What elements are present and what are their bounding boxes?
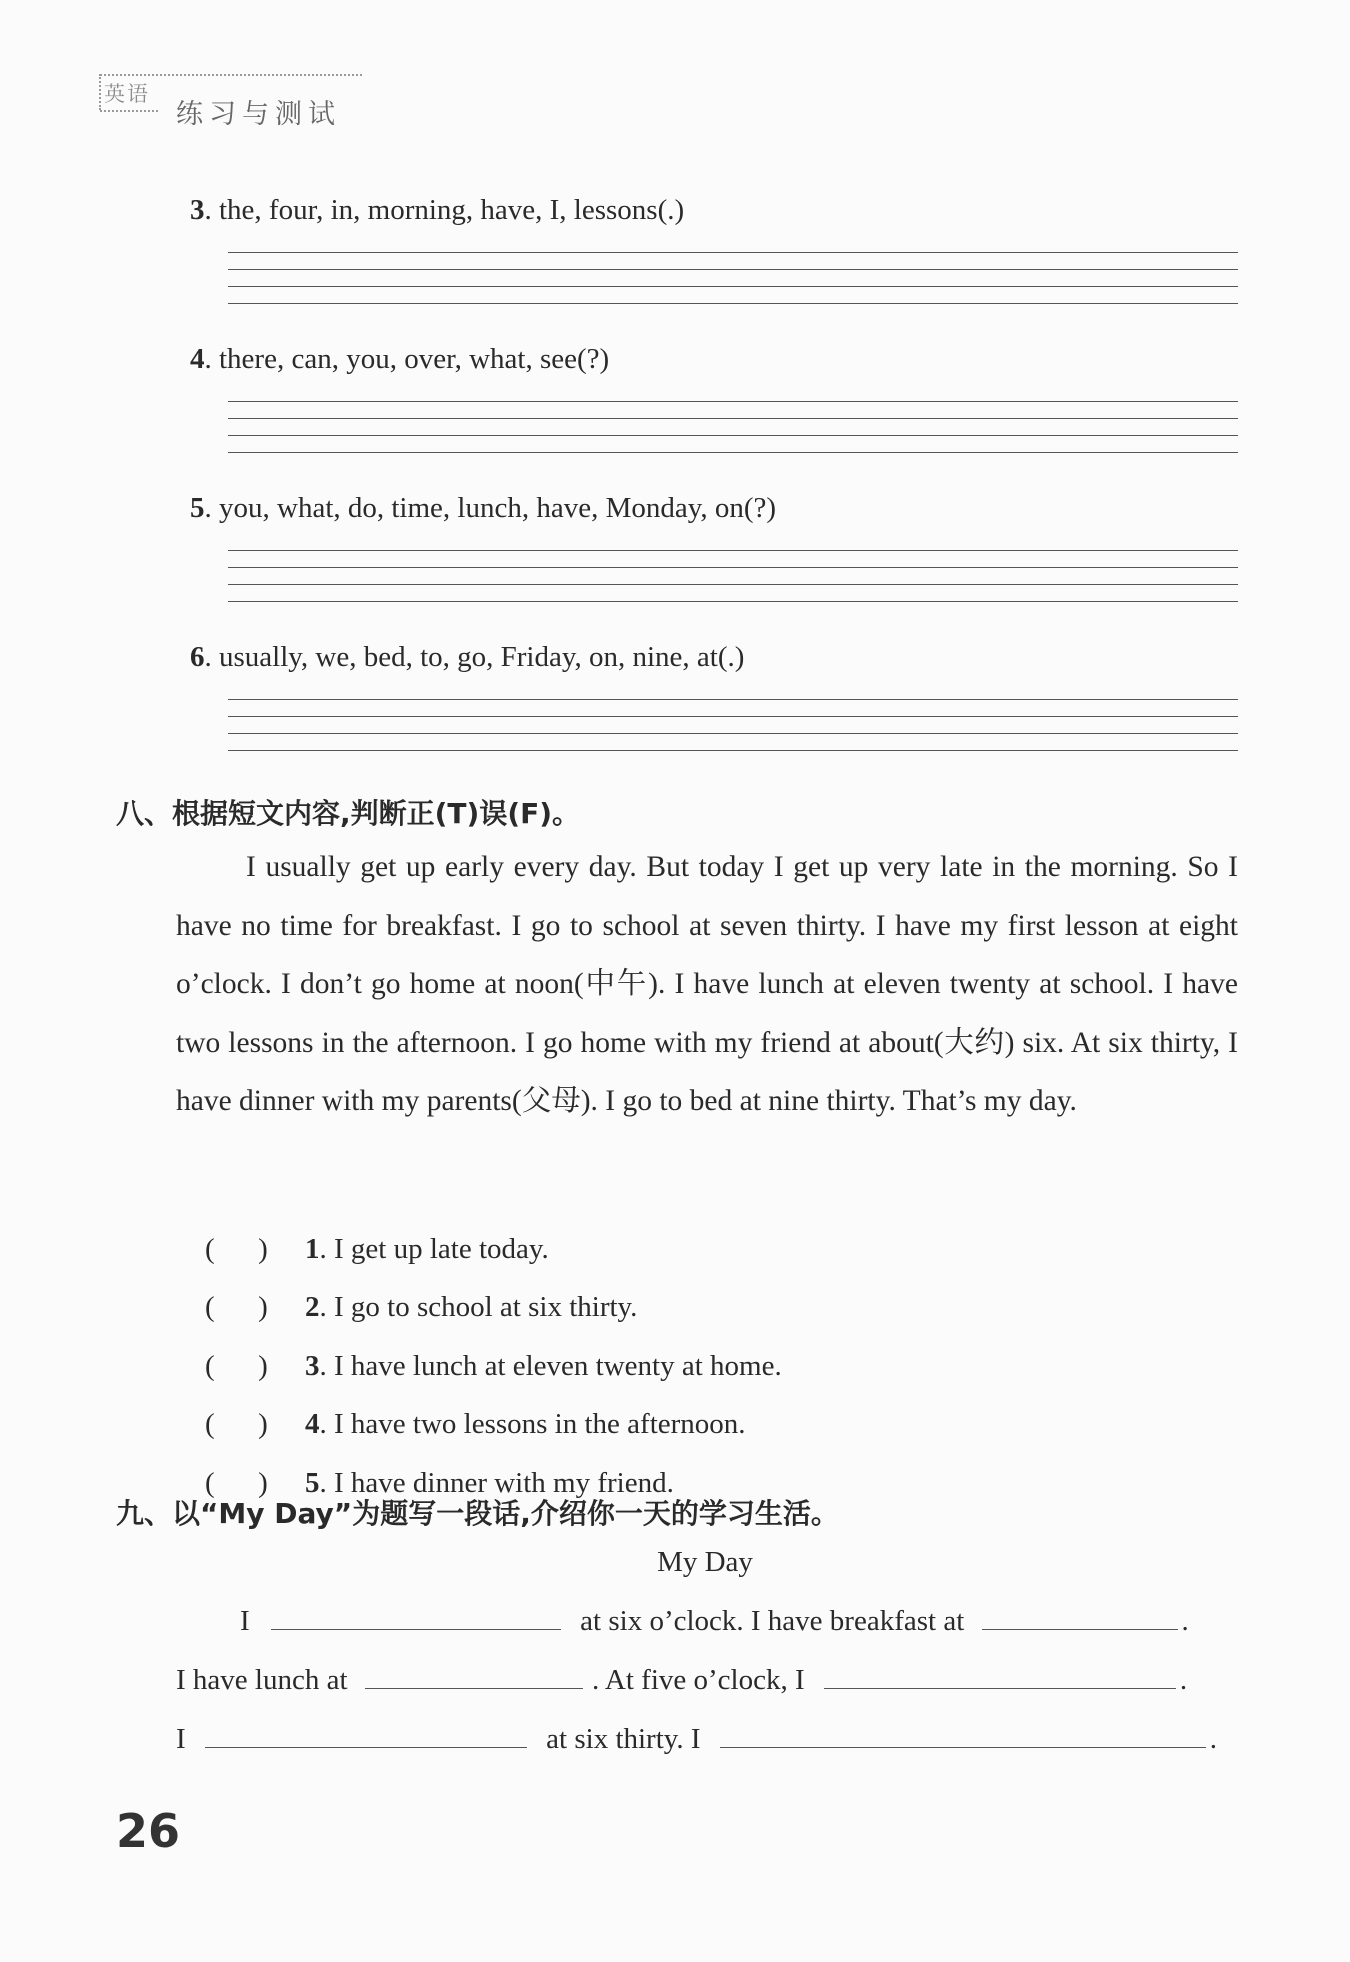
question-number: 4 [190,343,205,375]
reading-passage [176,838,1238,1131]
line-end: . [1181,1605,1189,1637]
line-end: . [1209,1723,1218,1755]
line-text: at six thirty. I [546,1723,701,1755]
item-text: . I have two lessons in the afternoon. [319,1408,746,1440]
question-words: . usually, we, bed, to, go, Friday, on, nine, at(.) [204,641,745,673]
question-number: 6 [190,641,205,673]
answer-parentheses[interactable]: ( ) [205,1233,268,1265]
question-words: . there, can, you, over, what, see(?) [204,343,610,375]
line-text: I [240,1605,250,1637]
answer-parentheses[interactable]: ( ) [205,1408,268,1440]
blank-field[interactable] [982,1605,1178,1630]
reorder-question-5 [190,492,776,525]
reorder-question-3 [190,194,684,227]
question-words: . you, what, do, time, lunch, have, Monday, on(?) [204,492,777,524]
essay-line-1 [240,1605,1189,1638]
item-number: 1 [305,1233,320,1265]
blank-field[interactable] [365,1664,583,1689]
question-words: . the, four, in, morning, have, I, lessons(.) [204,194,685,226]
question-number: 3 [190,194,205,226]
section-8-heading: 八、根据短文内容,判断正(T)误(F)。 [116,797,581,830]
essay-line-3 [176,1723,1217,1756]
line-text: I [176,1723,186,1755]
essay-title: My Day [657,1546,753,1578]
line-text: I have lunch at [176,1664,348,1696]
item-number: 5 [305,1467,320,1499]
blank-field[interactable] [271,1605,561,1630]
item-text: . I get up late today. [319,1233,549,1265]
blank-field[interactable] [205,1723,527,1748]
header-subject: 英语 [104,82,150,106]
answer-parentheses[interactable]: ( ) [205,1350,268,1382]
essay-line-2 [176,1664,1187,1697]
section-9-heading: 九、以“My Day”为题写一段话,介绍你一天的学习生活。 [116,1497,839,1530]
item-number: 4 [305,1408,320,1440]
reorder-question-6 [190,641,744,674]
item-number: 3 [305,1350,320,1382]
line-text: . At five o’clock, I [592,1664,805,1696]
blank-field[interactable] [824,1664,1176,1689]
item-text: . I have dinner with my friend. [319,1467,674,1499]
passage-text: I usually get up early every day. But today I get up very late in the morning. So I have no time for breakfast. I go to school at seven thirty. I have my first lesson at eight o’clock. I don’t go home at noon(中午). I have lunch at eleven twenty at school. I have two lessons in the afternoon. I go home with my friend at about(大约) six. At six thirty, I have dinner with my parents(父母). I go to bed at nine thirty. That’s my day. [176,851,1238,1117]
header-dotted-rule-left [99,74,101,110]
item-text: . I have lunch at eleven twenty at home. [319,1350,782,1382]
blank-field[interactable] [720,1723,1206,1748]
line-end: . [1179,1664,1188,1696]
header-dotted-rule [100,74,362,76]
question-number: 5 [190,492,205,524]
header-dotted-rule-lower [100,110,158,112]
reorder-question-4 [190,343,609,376]
item-text: . I go to school at six thirty. [319,1291,638,1323]
answer-parentheses[interactable]: ( ) [205,1291,268,1323]
page-number: 26 [116,1804,181,1858]
header-title: 练习与测试 [176,99,341,130]
item-number: 2 [305,1291,320,1323]
answer-parentheses[interactable]: ( ) [205,1467,268,1499]
line-text: at six o’clock. I have breakfast at [580,1605,965,1637]
